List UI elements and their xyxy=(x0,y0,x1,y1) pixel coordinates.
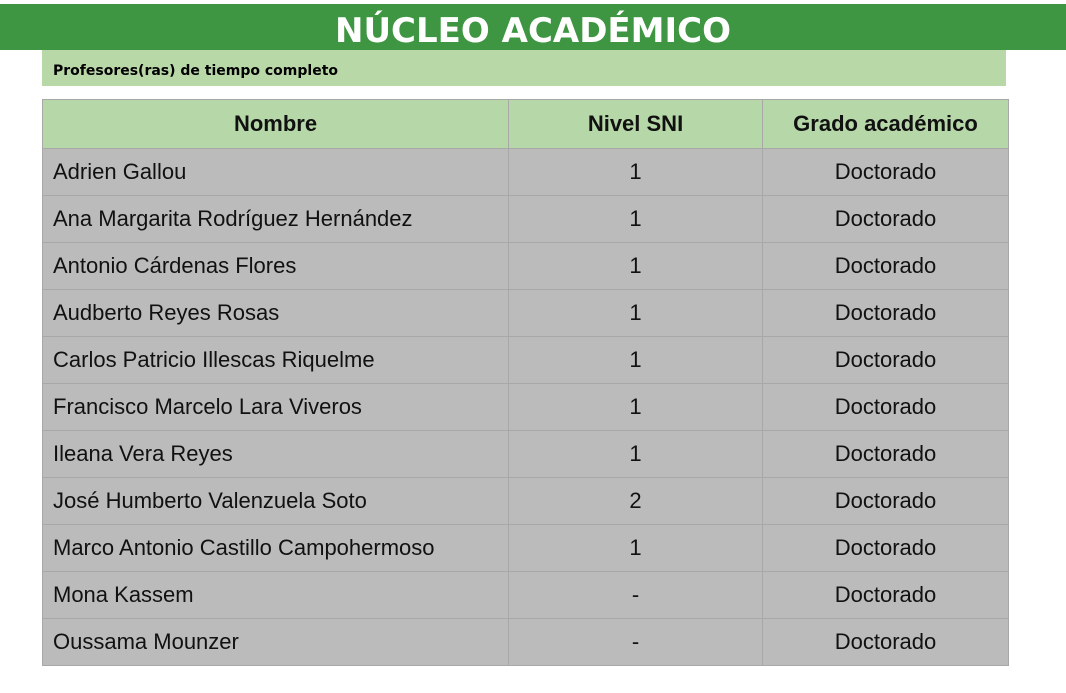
cell-grado: Doctorado xyxy=(763,525,1009,572)
cell-sni: 1 xyxy=(509,337,763,384)
faculty-table xyxy=(42,99,1009,666)
cell-grado: Doctorado xyxy=(763,619,1009,666)
cell-name: Ileana Vera Reyes xyxy=(43,431,509,478)
cell-name: Ana Margarita Rodríguez Hernández xyxy=(43,196,509,243)
table-row xyxy=(43,196,1009,243)
table-row xyxy=(43,478,1009,525)
column-header-name: Nombre xyxy=(43,100,509,149)
cell-name: Mona Kassem xyxy=(43,572,509,619)
cell-sni: 1 xyxy=(509,431,763,478)
column-header-sni: Nivel SNI xyxy=(509,100,763,149)
cell-sni: 1 xyxy=(509,196,763,243)
cell-grado: Doctorado xyxy=(763,572,1009,619)
cell-sni: - xyxy=(509,572,763,619)
cell-grado: Doctorado xyxy=(763,196,1009,243)
page-title: NÚCLEO ACADÉMICO xyxy=(0,4,1066,50)
table-row xyxy=(43,619,1009,666)
cell-name: Adrien Gallou xyxy=(43,149,509,196)
cell-name: Antonio Cárdenas Flores xyxy=(43,243,509,290)
table-row xyxy=(43,384,1009,431)
table-row xyxy=(43,525,1009,572)
cell-name: Francisco Marcelo Lara Viveros xyxy=(43,384,509,431)
cell-sni: - xyxy=(509,619,763,666)
cell-grado: Doctorado xyxy=(763,337,1009,384)
table-row xyxy=(43,431,1009,478)
table-row xyxy=(43,337,1009,384)
table-row xyxy=(43,243,1009,290)
cell-sni: 1 xyxy=(509,243,763,290)
cell-grado: Doctorado xyxy=(763,431,1009,478)
cell-grado: Doctorado xyxy=(763,149,1009,196)
cell-name: Audberto Reyes Rosas xyxy=(43,290,509,337)
cell-grado: Doctorado xyxy=(763,243,1009,290)
table-row xyxy=(43,290,1009,337)
cell-name: José Humberto Valenzuela Soto xyxy=(43,478,509,525)
cell-name: Carlos Patricio Illescas Riquelme xyxy=(43,337,509,384)
cell-name: Oussama Mounzer xyxy=(43,619,509,666)
cell-sni: 1 xyxy=(509,290,763,337)
table-header-row xyxy=(43,100,1009,149)
cell-grado: Doctorado xyxy=(763,290,1009,337)
cell-sni: 1 xyxy=(509,525,763,572)
cell-name: Marco Antonio Castillo Campohermoso xyxy=(43,525,509,572)
cell-sni: 1 xyxy=(509,149,763,196)
table-row xyxy=(43,149,1009,196)
cell-grado: Doctorado xyxy=(763,384,1009,431)
section-subtitle: Profesores(ras) de tiempo completo xyxy=(42,50,1006,86)
table-row xyxy=(43,572,1009,619)
cell-sni: 2 xyxy=(509,478,763,525)
column-header-grado: Grado académico xyxy=(763,100,1009,149)
cell-grado: Doctorado xyxy=(763,478,1009,525)
cell-sni: 1 xyxy=(509,384,763,431)
